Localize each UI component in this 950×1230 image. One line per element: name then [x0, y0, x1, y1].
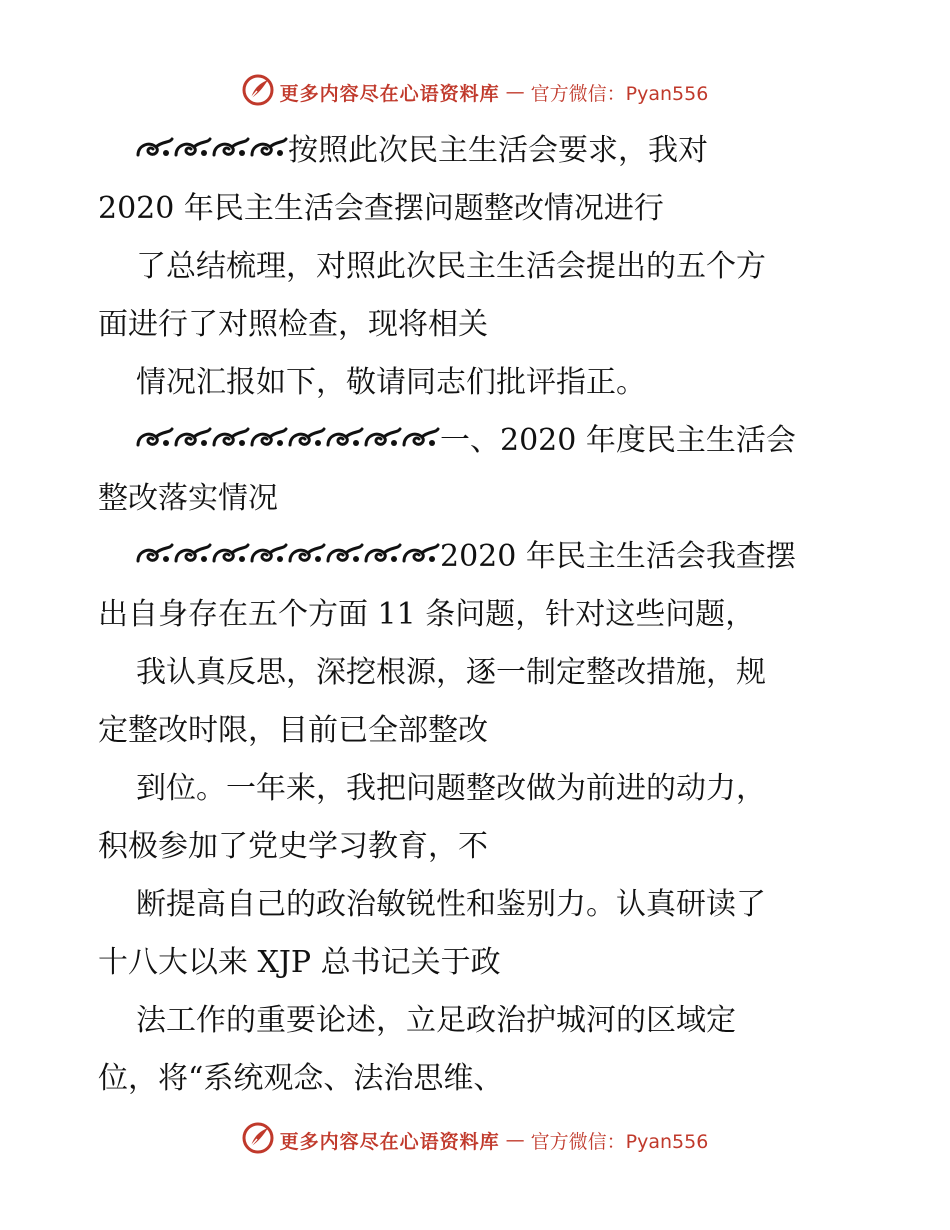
- paragraph-line: [98, 1050, 858, 1108]
- banner-inner: [242, 74, 709, 110]
- paragraph-line: [98, 992, 858, 1050]
- line-text: 积极参加了党史学习教育，不: [98, 829, 488, 864]
- line-text: 到位。一年来，我把问题整改做为前进的动力，: [136, 771, 766, 806]
- line-text: 我认真反思，深挖根源，逐一制定整改措施，规: [136, 655, 766, 690]
- line-text: 断提高自己的政治敏锐性和鉴别力。认真研读了: [136, 887, 766, 922]
- paragraph-line: [98, 818, 858, 876]
- swirl-ornament-icon: [136, 137, 174, 161]
- paragraph-line: [98, 876, 858, 934]
- paragraph-line: [98, 180, 858, 238]
- paragraph-line: [98, 412, 858, 470]
- swirl-ornament-icon: [136, 543, 174, 567]
- swirl-ornament-icon: [212, 543, 250, 567]
- swirl-ornament-icon: [212, 427, 250, 451]
- swirl-ornament-icon: [288, 543, 326, 567]
- paragraph-line: [98, 122, 858, 180]
- swirl-ornament-icon: [250, 427, 288, 451]
- paragraph-line: [98, 470, 858, 528]
- line-text: 一、2020 年度民主生活会: [440, 423, 796, 458]
- paragraph-line: [98, 354, 858, 412]
- line-text: 面进行了对照检查，现将相关: [98, 307, 488, 342]
- feather-pen-logo-icon: [242, 74, 274, 110]
- swirl-ornament-icon: [326, 427, 364, 451]
- header-banner: [0, 72, 950, 112]
- swirl-ornament-icon: [212, 137, 250, 161]
- paragraph-line: [98, 238, 858, 296]
- line-text: 位，将“系统观念、法治思维、: [98, 1061, 504, 1096]
- line-text: 十八大以来 XJP 总书记关于政: [98, 945, 501, 980]
- swirl-ornament-icon: [174, 543, 212, 567]
- line-text: 2020 年民主生活会查摆问题整改情况进行: [98, 191, 664, 226]
- paragraph-line: [98, 934, 858, 992]
- line-text: 按照此次民主生活会要求，我对: [288, 133, 708, 168]
- swirl-ornament-icon: [326, 543, 364, 567]
- banner-contact: 官方微信：Pyan556: [530, 82, 709, 105]
- banner-separator: —: [505, 81, 525, 103]
- swirl-ornament-icon: [364, 427, 402, 451]
- paragraph-line: [98, 702, 858, 760]
- line-text: 出自身存在五个方面 11 条问题，针对这些问题，: [98, 597, 756, 632]
- swirl-ornament-icon: [174, 427, 212, 451]
- swirl-ornament-icon: [250, 543, 288, 567]
- swirl-ornament-icon: [364, 543, 402, 567]
- banner-contact: 官方微信：Pyan556: [530, 1130, 709, 1153]
- line-text: 整改落实情况: [98, 481, 278, 516]
- banner-separator: —: [505, 1129, 525, 1151]
- swirl-ornament-icon: [250, 137, 288, 161]
- swirl-ornament-icon: [402, 543, 440, 567]
- banner-text: 更多内容尽在心语资料库: [279, 1130, 500, 1153]
- line-text: 了总结梳理，对照此次民主生活会提出的五个方: [136, 249, 766, 284]
- line-text: 2020 年民主生活会我查摆: [440, 539, 796, 574]
- document-body: [98, 122, 858, 1108]
- swirl-ornament-icon: [402, 427, 440, 451]
- swirl-ornament-icon: [288, 427, 326, 451]
- banner-inner: [242, 1122, 709, 1158]
- paragraph-line: [98, 528, 858, 586]
- feather-pen-logo-icon: [242, 1122, 274, 1158]
- line-text: 情况汇报如下，敬请同志们批评指正。: [136, 365, 646, 400]
- line-text: 定整改时限，目前已全部整改: [98, 713, 488, 748]
- swirl-ornament-icon: [174, 137, 212, 161]
- swirl-ornament-icon: [136, 427, 174, 451]
- footer-banner: [0, 1120, 950, 1160]
- paragraph-line: [98, 644, 858, 702]
- line-text: 法工作的重要论述，立足政治护城河的区域定: [136, 1003, 736, 1038]
- banner-text: 更多内容尽在心语资料库: [279, 82, 500, 105]
- paragraph-line: [98, 760, 858, 818]
- paragraph-line: [98, 586, 858, 644]
- paragraph-line: [98, 296, 858, 354]
